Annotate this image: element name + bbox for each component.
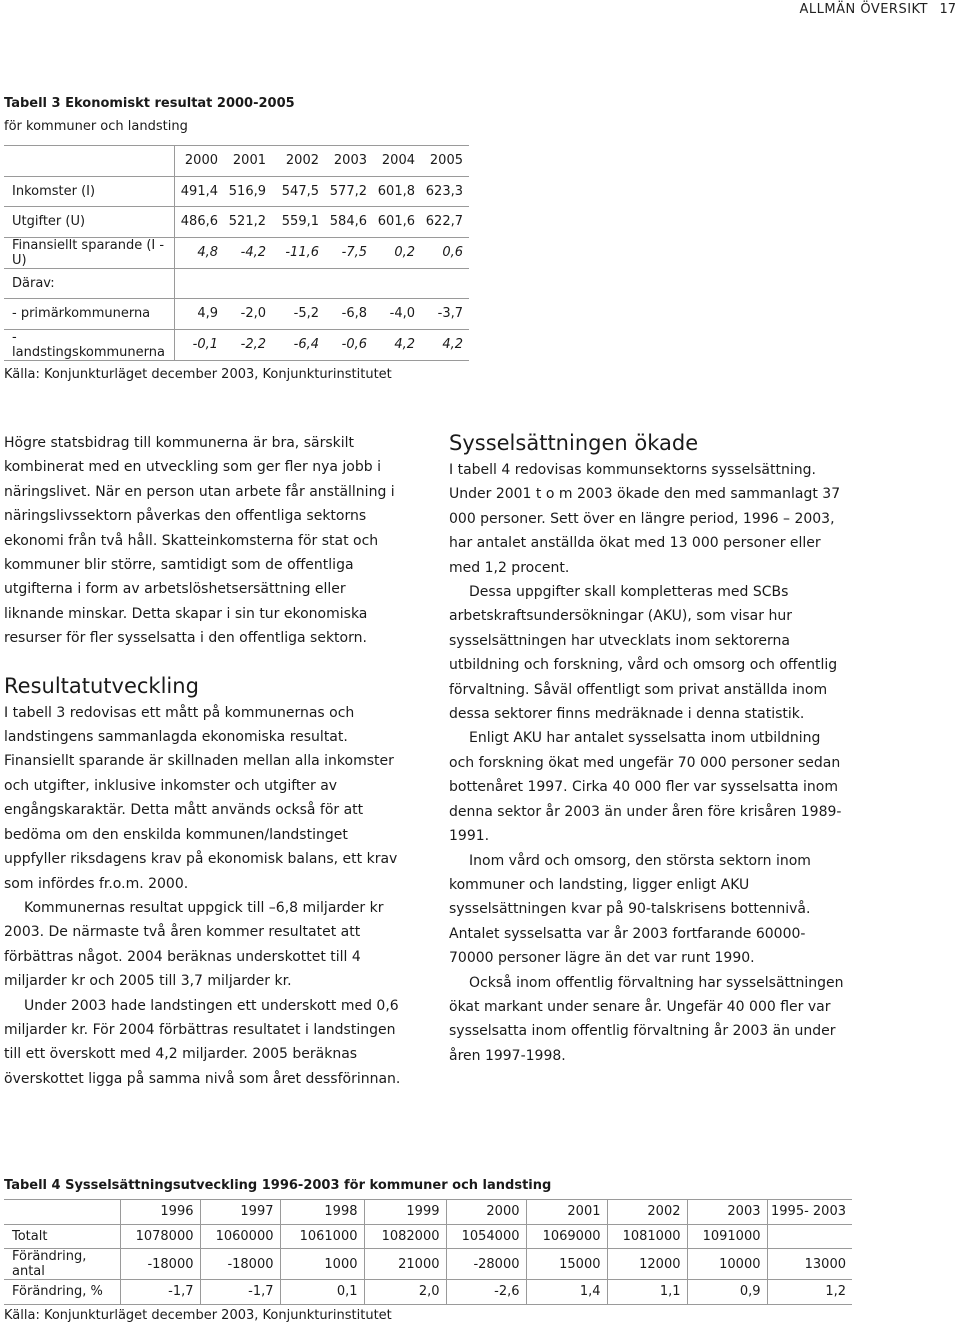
table-cell: 21000 — [364, 1249, 446, 1280]
table-cell: 584,6 — [325, 207, 373, 238]
table-cell: -0,6 — [325, 329, 373, 360]
row-label: - primärkommunerna — [4, 299, 174, 330]
table-cell: -6,4 — [272, 329, 325, 360]
table-row — [4, 207, 469, 238]
table-row — [4, 329, 469, 360]
table-3-grid — [4, 145, 469, 361]
table-cell: -18000 — [120, 1249, 200, 1280]
table-cell: 10000 — [687, 1249, 767, 1280]
table-cell: -5,2 — [272, 299, 325, 330]
table-cell: 1000 — [280, 1249, 364, 1280]
year-header: 2005 — [421, 146, 469, 177]
table-3-title: Tabell 3 Ekonomiskt resultat 2000-2005 — [4, 96, 295, 111]
table-cell: 601,6 — [373, 207, 421, 238]
table-cell: -4,0 — [373, 299, 421, 330]
table-cell: -2,0 — [224, 299, 272, 330]
table-cell: 4,2 — [421, 329, 469, 360]
row-label: - landstingskommunerna — [4, 329, 174, 360]
table-cell: -0,1 — [174, 329, 224, 360]
body-paragraph: Enligt AKU har antalet sysselsatta inom utbildning och forskning ökat med ungefär 70 000 personer sedan bottenåret 1997. Cirka 40 000 fler var sysselsatta inom denna sektor år 2003 än under åren före krisåren 1989-1991. — [449, 730, 842, 845]
year-header: 2004 — [373, 146, 421, 177]
table-cell: 12000 — [607, 1249, 687, 1280]
table-cell: 486,6 — [174, 207, 224, 238]
table-4-title: Tabell 4 Sysselsättningsutveckling 1996-2003 för kommuner och landsting — [4, 1178, 552, 1193]
table-cell: 13000 — [767, 1249, 852, 1280]
section-heading-sysselsattning: Sysselsättningen ökade — [449, 431, 699, 455]
table-4-grid — [4, 1199, 852, 1305]
table-3 — [4, 93, 469, 382]
table-header-row — [4, 1200, 852, 1225]
page-header — [0, 0, 960, 20]
row-label: Finansiellt sparande (I - U) — [4, 237, 174, 268]
body-paragraph: Under 2003 hade landstingen ett underskott med 0,6 miljarder kr. För 2004 förbättras resultatet i landstingen till ett överskott med 4,2 miljarder. 2005 beräknas överskottet ligga på samma nivå som året dessförinnan. — [4, 997, 401, 1087]
intro-paragraph: Högre statsbidrag till kommunerna är bra, särskilt kombinerat med en utveckling som ger fler nya jobb i näringslivet. När en person utan arbete får anställning i näringslivssektorn påverkas den offentliga sektorns ekonomi från två håll. Skatteinkomsterna för stat och kommuner blir större, samtidigt som de offentliga utgifterna i form av arbetslöshetsersättning eller liknande minskar. Detta skapar i sin tur ekonomiska resurser för fler sysselsatta i den offentliga sektorn. — [4, 435, 395, 647]
body-paragraph: I tabell 3 redovisas ett mått på kommunernas och landstingens sammanlagda ekonomiska resultat. Finansiellt sparande är skillnaden mellan alla inkomster och utgifter, inklusive inkomster och utgifter av engångskaraktär. Detta mått används också för att bedöma om den enskilda kommunen/landstinget uppfyller riksdagens krav på ekonomisk balans, ett krav som infördes fr.o.m. 2000. — [4, 704, 398, 892]
table-4 — [4, 1175, 852, 1323]
row-label: Totalt — [4, 1224, 120, 1249]
right-column — [449, 428, 849, 1068]
table-cell: -1,7 — [200, 1280, 280, 1305]
table-cell: 1082000 — [364, 1224, 446, 1249]
table-cell: 1078000 — [120, 1224, 200, 1249]
left-column — [4, 431, 404, 1091]
year-header: 1997 — [200, 1200, 280, 1225]
row-label: Utgifter (U) — [4, 207, 174, 238]
table-row — [4, 237, 469, 268]
body-paragraph: Också inom offentlig förvaltning har sysselsättningen ökat markant under senare år. Ungefär 40 000 fler var sysselsatta inom offentlig förvaltning år 2003 än under åren 1997-1998. — [449, 974, 844, 1064]
body-paragraph: Kommunernas resultat uppgick till –6,8 miljarder kr 2003. De närmaste två åren kommer resultatet att förbättras något. 2004 beräknas underskottet till 4 miljarder kr och 2005 till 3,7 miljarder kr. — [4, 899, 384, 990]
table-cell: 0,9 — [687, 1280, 767, 1305]
table-row — [4, 1280, 852, 1305]
table-cell: 491,4 — [174, 176, 224, 207]
table-cell: 623,3 — [421, 176, 469, 207]
row-label: Förändring, antal — [4, 1249, 120, 1280]
table-row — [4, 1249, 852, 1280]
row-label: Inkomster (I) — [4, 176, 174, 207]
table-cell: -28000 — [446, 1249, 526, 1280]
table-cell: 1,1 — [607, 1280, 687, 1305]
table-cell: 559,1 — [272, 207, 325, 238]
table-cell: -6,8 — [325, 299, 373, 330]
table-cell: -7,5 — [325, 237, 373, 268]
year-header: 2002 — [607, 1200, 687, 1225]
page-number: 17 — [939, 2, 956, 17]
table-cell: 547,5 — [272, 176, 325, 207]
table-4-source: Källa: Konjunkturläget december 2003, Konjunkturinstitutet — [4, 1307, 392, 1323]
row-label: Därav: — [4, 268, 174, 299]
table-cell: 521,2 — [224, 207, 272, 238]
table-cell: -1,7 — [120, 1280, 200, 1305]
table-cell: 0,6 — [421, 237, 469, 268]
table-cell: 0,1 — [280, 1280, 364, 1305]
year-header: 1999 — [364, 1200, 446, 1225]
table-cell: 1054000 — [446, 1224, 526, 1249]
row-label: Förändring, % — [4, 1280, 120, 1305]
table-cell: -2,2 — [224, 329, 272, 360]
body-paragraph: I tabell 4 redovisas kommunsektorns sysselsättning. Under 2001 t o m 2003 ökade den med sammanlagt 37 000 personer. Sett över en längre period, 1996 – 2003, har antalet anställda ökat med 13 000 personer eller med 1,2 procent. — [449, 462, 841, 576]
table-cell: 0,2 — [373, 237, 421, 268]
table-cell: -4,2 — [224, 237, 272, 268]
table-cell: 1081000 — [607, 1224, 687, 1249]
year-header: 2003 — [687, 1200, 767, 1225]
table-cell: 601,8 — [373, 176, 421, 207]
year-header: 2003 — [325, 146, 373, 177]
table-header-row — [4, 146, 469, 177]
year-header: 2001 — [526, 1200, 607, 1225]
year-header: 2002 — [272, 146, 325, 177]
table-cell: 516,9 — [224, 176, 272, 207]
table-cell: 4,9 — [174, 299, 224, 330]
table-row — [4, 1224, 852, 1249]
table-3-subtitle: för kommuner och landsting — [4, 119, 188, 134]
table-cell: 2,0 — [364, 1280, 446, 1305]
body-paragraph: Inom vård och omsorg, den största sektorn inom kommuner och landsting, ligger enligt AKU sysselsättningen kvar på 90-talskrisens bottennivå. Antalet sysselsatta var år 2003 fortfarande 60000-70000 personer lägre än det var runt 1990. — [449, 852, 811, 967]
year-header: 2001 — [224, 146, 272, 177]
table-cell: 4,2 — [373, 329, 421, 360]
table-row — [4, 299, 469, 330]
table-cell — [767, 1224, 852, 1249]
table-cell: 1091000 — [687, 1224, 767, 1249]
table-row — [4, 176, 469, 207]
year-header: 1998 — [280, 1200, 364, 1225]
section-title: ALLMÄN ÖVERSIKT — [799, 2, 928, 17]
table-cell: 4,8 — [174, 237, 224, 268]
table-cell: 622,7 — [421, 207, 469, 238]
year-header: 2000 — [446, 1200, 526, 1225]
year-header: 2000 — [174, 146, 224, 177]
year-header: 1995- 2003 — [767, 1200, 852, 1225]
table-cell: -18000 — [200, 1249, 280, 1280]
table-cell: 577,2 — [325, 176, 373, 207]
table-cell: 1069000 — [526, 1224, 607, 1249]
table-cell: 1061000 — [280, 1224, 364, 1249]
table-cell: 1,2 — [767, 1280, 852, 1305]
table-cell: -11,6 — [272, 237, 325, 268]
section-heading-resultatutveckling: Resultatutveckling — [4, 673, 199, 698]
table-cell: 15000 — [526, 1249, 607, 1280]
table-cell: -3,7 — [421, 299, 469, 330]
table-row — [4, 268, 469, 299]
year-header: 1996 — [120, 1200, 200, 1225]
table-cell: -2,6 — [446, 1280, 526, 1305]
table-cell: 1060000 — [200, 1224, 280, 1249]
table-cell: 1,4 — [526, 1280, 607, 1305]
table-3-source: Källa: Konjunkturläget december 2003, Konjunkturinstitutet — [4, 366, 392, 382]
body-paragraph: Dessa uppgifter skall kompletteras med SCBs arbetskraftsundersökningar (AKU), som visar hur sysselsättningen har utvecklats inom sektorerna utbildning och forskning, vård och omsorg och offentlig förvaltning. Såväl offentligt som privat anställda inom dessa sektorer finns medräknade i denna statistik. — [449, 584, 838, 723]
